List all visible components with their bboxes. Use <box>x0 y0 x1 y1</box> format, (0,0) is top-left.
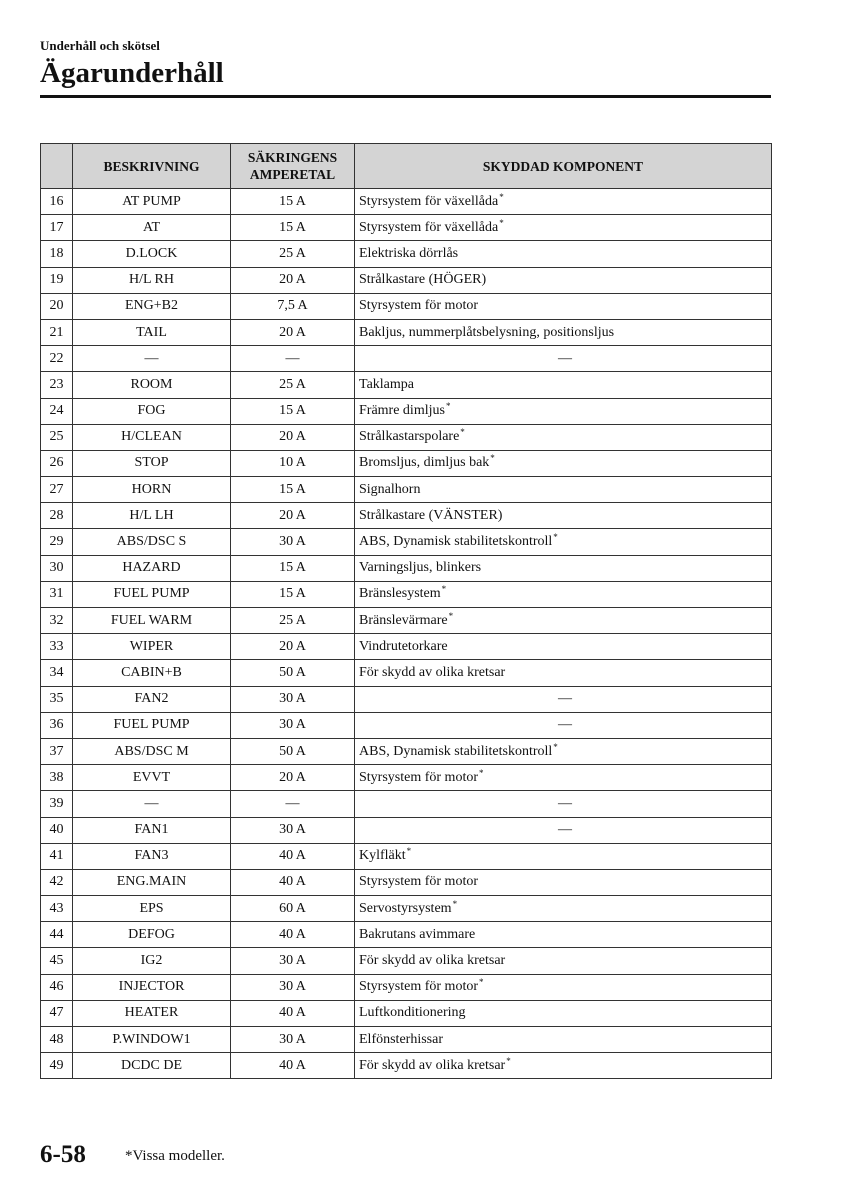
table-row <box>41 372 772 398</box>
table-row <box>41 608 772 634</box>
fuse-number: 26 <box>41 450 73 476</box>
component-text: Vindrutetorkare <box>359 638 448 654</box>
fuse-description: FOG <box>73 398 231 424</box>
component-text: — <box>558 795 572 811</box>
fuse-amperage: — <box>231 346 355 372</box>
component-text: Bakrutans avimmare <box>359 926 476 942</box>
fuse-description: IG2 <box>73 948 231 974</box>
fuse-number: 20 <box>41 293 73 319</box>
component-text: ABS, Dynamisk stabilitetskontroll <box>359 534 553 550</box>
protected-component <box>355 189 772 215</box>
table-row <box>41 634 772 660</box>
fuse-amperage: 30 A <box>231 974 355 1000</box>
fuse-amperage: 25 A <box>231 608 355 634</box>
component-text: Servostyrsystem <box>359 900 452 916</box>
fuse-amperage: — <box>231 791 355 817</box>
fuse-amperage: 10 A <box>231 450 355 476</box>
table-row <box>41 974 772 1000</box>
protected-component <box>355 529 772 555</box>
fuse-description: FAN2 <box>73 686 231 712</box>
fuse-number: 24 <box>41 398 73 424</box>
table-row <box>41 660 772 686</box>
fuse-amperage: 15 A <box>231 581 355 607</box>
fuse-number: 37 <box>41 738 73 764</box>
fuse-number: 41 <box>41 843 73 869</box>
fuse-number: 31 <box>41 581 73 607</box>
table-row <box>41 293 772 319</box>
protected-component <box>355 581 772 607</box>
fuse-description: FUEL PUMP <box>73 581 231 607</box>
protected-component <box>355 817 772 843</box>
fuse-description: TAIL <box>73 319 231 345</box>
table-row <box>41 215 772 241</box>
fuse-number: 47 <box>41 1000 73 1026</box>
protected-component <box>355 293 772 319</box>
fuse-number: 21 <box>41 319 73 345</box>
fuse-description: STOP <box>73 450 231 476</box>
fuse-description: AT <box>73 215 231 241</box>
component-text: Styrsystem för motor <box>359 874 478 890</box>
protected-component <box>355 608 772 634</box>
fuse-amperage: 30 A <box>231 817 355 843</box>
header-component: SKYDDAD KOMPONENT <box>355 144 772 189</box>
fuse-amperage: 40 A <box>231 1000 355 1026</box>
table-row <box>41 398 772 424</box>
fuse-amperage: 20 A <box>231 634 355 660</box>
fuse-amperage: 15 A <box>231 555 355 581</box>
protected-component <box>355 738 772 764</box>
footnote-marker: * <box>460 427 465 438</box>
fuse-number: 49 <box>41 1053 73 1079</box>
fuse-description: H/L LH <box>73 503 231 529</box>
protected-component <box>355 319 772 345</box>
fuse-number: 40 <box>41 817 73 843</box>
header-amperage-text: SÄKRINGENS AMPERETAL <box>247 150 338 182</box>
fuse-number: 43 <box>41 896 73 922</box>
header-amperage <box>231 144 355 189</box>
fuse-number: 34 <box>41 660 73 686</box>
fuse-number: 44 <box>41 922 73 948</box>
fuse-description: ABS/DSC S <box>73 529 231 555</box>
protected-component <box>355 660 772 686</box>
table-row <box>41 503 772 529</box>
fuse-number: 28 <box>41 503 73 529</box>
table-header-row <box>41 144 772 189</box>
protected-component <box>355 267 772 293</box>
fuse-number: 17 <box>41 215 73 241</box>
table-row <box>41 477 772 503</box>
title-rule <box>40 95 771 98</box>
fuse-description: WIPER <box>73 634 231 660</box>
fuse-description: ROOM <box>73 372 231 398</box>
fuse-amperage: 15 A <box>231 189 355 215</box>
fuse-description: HORN <box>73 477 231 503</box>
page-title: Ägarunderhåll <box>40 57 224 89</box>
footnote-marker: * <box>490 453 495 464</box>
component-text: Främre dimljus <box>359 403 445 419</box>
component-text: Styrsystem för motor <box>359 979 478 995</box>
footnote-marker: * <box>448 610 454 621</box>
component-text: Varningsljus, blinkers <box>359 560 482 576</box>
component-text: — <box>558 822 572 838</box>
fuse-description: P.WINDOW1 <box>73 1027 231 1053</box>
table-row <box>41 686 772 712</box>
table-row <box>41 346 772 372</box>
fuse-description: ABS/DSC M <box>73 738 231 764</box>
fuse-number: 29 <box>41 529 73 555</box>
component-text: Bränslesystem <box>359 586 441 602</box>
protected-component <box>355 765 772 791</box>
fuse-description: — <box>73 346 231 372</box>
fuse-number: 27 <box>41 477 73 503</box>
footnote-marker: * <box>452 898 458 909</box>
footnote-marker: * <box>441 584 447 595</box>
fuse-description: FAN1 <box>73 817 231 843</box>
component-text: Elfönsterhissar <box>359 1031 443 1047</box>
protected-component <box>355 398 772 424</box>
fuse-amperage: 40 A <box>231 843 355 869</box>
component-text: — <box>558 717 572 733</box>
footnote-marker: * <box>479 767 484 778</box>
fuse-number: 33 <box>41 634 73 660</box>
fuse-description: HEATER <box>73 1000 231 1026</box>
component-text: — <box>558 350 572 366</box>
fuse-description: DCDC DE <box>73 1053 231 1079</box>
fuse-description: HAZARD <box>73 555 231 581</box>
fuse-description: EVVT <box>73 765 231 791</box>
fuse-amperage: 40 A <box>231 1053 355 1079</box>
table-row <box>41 738 772 764</box>
table-row <box>41 189 772 215</box>
fuse-amperage: 7,5 A <box>231 293 355 319</box>
component-text: Kylfläkt <box>359 848 406 864</box>
fuse-amperage: 25 A <box>231 241 355 267</box>
fuse-number: 38 <box>41 765 73 791</box>
table-row <box>41 896 772 922</box>
fuse-table-body <box>41 189 772 1079</box>
fuse-amperage: 40 A <box>231 922 355 948</box>
protected-component <box>355 712 772 738</box>
protected-component <box>355 215 772 241</box>
header-number-cell <box>41 144 73 189</box>
page-number: 6-58 <box>40 1141 86 1168</box>
fuse-description: AT PUMP <box>73 189 231 215</box>
fuse-amperage: 20 A <box>231 319 355 345</box>
fuse-description: DEFOG <box>73 922 231 948</box>
fuse-amperage: 20 A <box>231 503 355 529</box>
protected-component <box>355 896 772 922</box>
component-text: Styrsystem för växellåda <box>359 193 499 209</box>
component-text: Bränslevärmare <box>359 612 448 628</box>
table-row <box>41 529 772 555</box>
fuse-number: 42 <box>41 869 73 895</box>
table-row <box>41 843 772 869</box>
protected-component <box>355 555 772 581</box>
footnote-marker: * <box>406 846 412 857</box>
table-row <box>41 319 772 345</box>
protected-component <box>355 634 772 660</box>
protected-component <box>355 241 772 267</box>
table-row <box>41 1053 772 1079</box>
component-text: Strålkastarspolare <box>359 429 460 445</box>
header-description: BESKRIVNING <box>73 144 231 189</box>
component-text: Styrsystem för motor <box>359 769 478 785</box>
fuse-description: D.LOCK <box>73 241 231 267</box>
fuse-description: FUEL WARM <box>73 608 231 634</box>
footnote-marker: * <box>553 532 558 543</box>
component-text: Styrsystem för växellåda <box>359 219 499 235</box>
fuse-number: 32 <box>41 608 73 634</box>
fuse-amperage: 15 A <box>231 398 355 424</box>
table-row <box>41 765 772 791</box>
fuse-description: FUEL PUMP <box>73 712 231 738</box>
protected-component <box>355 372 772 398</box>
protected-component <box>355 922 772 948</box>
protected-component <box>355 843 772 869</box>
fuse-amperage: 20 A <box>231 424 355 450</box>
fuse-amperage: 30 A <box>231 529 355 555</box>
table-row <box>41 1000 772 1026</box>
component-text: Signalhorn <box>359 481 421 497</box>
footnote: *Vissa modeller. <box>125 1148 225 1164</box>
fuse-number: 35 <box>41 686 73 712</box>
fuse-amperage: 20 A <box>231 765 355 791</box>
fuse-description: H/CLEAN <box>73 424 231 450</box>
fuse-amperage: 30 A <box>231 686 355 712</box>
fuse-number: 22 <box>41 346 73 372</box>
fuse-amperage: 20 A <box>231 267 355 293</box>
component-text: Strålkastare (VÄNSTER) <box>359 507 503 523</box>
footnote-marker: * <box>499 191 504 202</box>
table-row <box>41 948 772 974</box>
component-text: Strålkastare (HÖGER) <box>359 272 487 288</box>
table-row <box>41 791 772 817</box>
footnote-marker: * <box>479 977 484 988</box>
fuse-amperage: 40 A <box>231 869 355 895</box>
fuse-amperage: 15 A <box>231 477 355 503</box>
protected-component <box>355 1027 772 1053</box>
fuse-number: 25 <box>41 424 73 450</box>
component-text: Bromsljus, dimljus bak <box>359 455 490 471</box>
footnote-marker: * <box>553 741 558 752</box>
fuse-description: — <box>73 791 231 817</box>
component-text: Luftkonditionering <box>359 1005 466 1021</box>
table-row <box>41 581 772 607</box>
protected-component <box>355 424 772 450</box>
fuse-amperage: 30 A <box>231 1027 355 1053</box>
protected-component <box>355 948 772 974</box>
protected-component <box>355 477 772 503</box>
component-text: För skydd av olika kretsar <box>359 664 506 680</box>
table-row <box>41 1027 772 1053</box>
fuse-amperage: 50 A <box>231 660 355 686</box>
table-row <box>41 922 772 948</box>
table-row <box>41 424 772 450</box>
fuse-table <box>40 143 772 1079</box>
section-heading: Underhåll och skötsel <box>40 38 160 53</box>
protected-component <box>355 1053 772 1079</box>
fuse-amperage: 15 A <box>231 215 355 241</box>
protected-component <box>355 1000 772 1026</box>
fuse-number: 23 <box>41 372 73 398</box>
protected-component <box>355 869 772 895</box>
table-row <box>41 712 772 738</box>
fuse-number: 19 <box>41 267 73 293</box>
component-text: — <box>558 691 572 707</box>
table-row <box>41 241 772 267</box>
component-text: För skydd av olika kretsar <box>359 1057 506 1073</box>
footnote-marker: * <box>499 217 504 228</box>
fuse-description: H/L RH <box>73 267 231 293</box>
fuse-amperage: 50 A <box>231 738 355 764</box>
protected-component <box>355 974 772 1000</box>
fuse-number: 39 <box>41 791 73 817</box>
fuse-amperage: 30 A <box>231 948 355 974</box>
fuse-amperage: 25 A <box>231 372 355 398</box>
fuse-number: 30 <box>41 555 73 581</box>
fuse-description: ENG.MAIN <box>73 869 231 895</box>
fuse-number: 18 <box>41 241 73 267</box>
fuse-description: FAN3 <box>73 843 231 869</box>
fuse-number: 46 <box>41 974 73 1000</box>
fuse-number: 36 <box>41 712 73 738</box>
component-text: Styrsystem för motor <box>359 298 478 314</box>
component-text: Taklampa <box>359 376 414 392</box>
table-row <box>41 267 772 293</box>
component-text: Elektriska dörrlås <box>359 245 459 261</box>
protected-component <box>355 686 772 712</box>
fuse-amperage: 30 A <box>231 712 355 738</box>
fuse-amperage: 60 A <box>231 896 355 922</box>
protected-component <box>355 791 772 817</box>
protected-component <box>355 450 772 476</box>
fuse-description: EPS <box>73 896 231 922</box>
fuse-number: 16 <box>41 189 73 215</box>
component-text: Bakljus, nummerplåtsbelysning, positionsljus <box>359 324 615 340</box>
protected-component <box>355 503 772 529</box>
fuse-number: 48 <box>41 1027 73 1053</box>
table-row <box>41 450 772 476</box>
component-text: För skydd av olika kretsar <box>359 953 506 969</box>
footnote-marker: * <box>506 1055 511 1066</box>
fuse-description: ENG+B2 <box>73 293 231 319</box>
fuse-description: INJECTOR <box>73 974 231 1000</box>
fuse-number: 45 <box>41 948 73 974</box>
protected-component <box>355 346 772 372</box>
table-row <box>41 555 772 581</box>
component-text: ABS, Dynamisk stabilitetskontroll <box>359 743 553 759</box>
table-row <box>41 817 772 843</box>
fuse-description: CABIN+B <box>73 660 231 686</box>
table-row <box>41 869 772 895</box>
footnote-marker: * <box>445 401 451 412</box>
